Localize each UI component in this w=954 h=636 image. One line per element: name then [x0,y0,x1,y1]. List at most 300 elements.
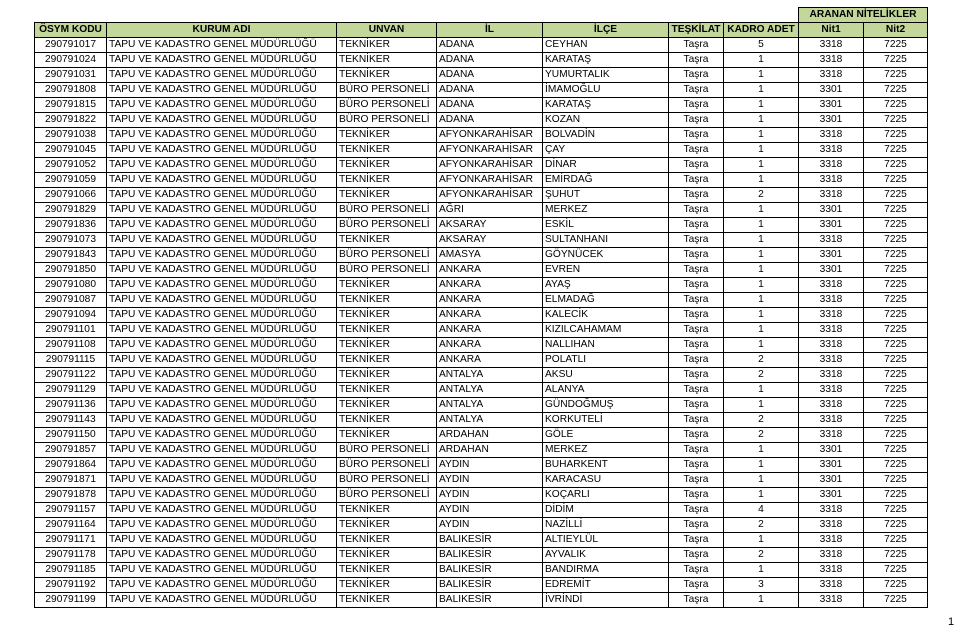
cell-unvan: BÜRO PERSONELİ [337,443,437,458]
cell-kurum-adi: TAPU VE KADASTRO GENEL MÜDÜRLÜĞÜ [107,83,337,98]
cell-ilce: KOZAN [543,113,669,128]
cell-kurum-adi: TAPU VE KADASTRO GENEL MÜDÜRLÜĞÜ [107,248,337,263]
cell-kadro-adet: 1 [724,308,799,323]
cell-nit1: 3318 [799,278,864,293]
cell-il: AYDIN [437,473,543,488]
cell-il: ADANA [437,113,543,128]
cell-unvan: TEKNİKER [337,173,437,188]
cell-nit2: 7225 [864,143,928,158]
cell-ilce: CEYHAN [543,38,669,53]
cell-il: AFYONKARAHİSAR [437,173,543,188]
cell-nit1: 3318 [799,368,864,383]
cell-nit1: 3318 [799,68,864,83]
cell-kadro-adet: 1 [724,278,799,293]
cell-ilce: POLATLI [543,353,669,368]
cell-osym-kodu: 290791815 [35,98,107,113]
cell-osym-kodu: 290791843 [35,248,107,263]
cell-nit1: 3301 [799,98,864,113]
cell-kurum-adi: TAPU VE KADASTRO GENEL MÜDÜRLÜĞÜ [107,383,337,398]
column-header-osym-kodu: ÖSYM KODU [35,23,107,38]
cell-il: ADANA [437,98,543,113]
cell-kurum-adi: TAPU VE KADASTRO GENEL MÜDÜRLÜĞÜ [107,413,337,428]
table-row [35,248,928,263]
cell-teskilat: Taşra [669,68,724,83]
cell-kurum-adi: TAPU VE KADASTRO GENEL MÜDÜRLÜĞÜ [107,188,337,203]
group-header-aranan-nitelikler: ARANAN NİTELİKLER [799,8,928,23]
cell-unvan: BÜRO PERSONELİ [337,458,437,473]
cell-osym-kodu: 290791073 [35,233,107,248]
cell-il: ANTALYA [437,368,543,383]
cell-kurum-adi: TAPU VE KADASTRO GENEL MÜDÜRLÜĞÜ [107,308,337,323]
cell-kadro-adet: 1 [724,173,799,188]
cell-osym-kodu: 290791087 [35,293,107,308]
cell-teskilat: Taşra [669,353,724,368]
cell-kadro-adet: 1 [724,83,799,98]
cell-il: AYDIN [437,503,543,518]
cell-kurum-adi: TAPU VE KADASTRO GENEL MÜDÜRLÜĞÜ [107,548,337,563]
cell-unvan: TEKNİKER [337,278,437,293]
cell-nit2: 7225 [864,548,928,563]
cell-il: AKSARAY [437,218,543,233]
cell-kadro-adet: 1 [724,398,799,413]
cell-nit2: 7225 [864,173,928,188]
cell-kurum-adi: TAPU VE KADASTRO GENEL MÜDÜRLÜĞÜ [107,443,337,458]
cell-il: ANKARA [437,293,543,308]
cell-unvan: TEKNİKER [337,53,437,68]
cell-nit1: 3301 [799,458,864,473]
cell-nit1: 3301 [799,203,864,218]
cell-osym-kodu: 290791080 [35,278,107,293]
cell-nit1: 3318 [799,158,864,173]
cell-teskilat: Taşra [669,398,724,413]
cell-kadro-adet: 2 [724,428,799,443]
cell-kadro-adet: 1 [724,338,799,353]
cell-ilce: MERKEZ [543,443,669,458]
cell-ilce: ALANYA [543,383,669,398]
cell-unvan: BÜRO PERSONELİ [337,473,437,488]
cell-kurum-adi: TAPU VE KADASTRO GENEL MÜDÜRLÜĞÜ [107,158,337,173]
cell-teskilat: Taşra [669,308,724,323]
table-row [35,98,928,113]
cell-nit1: 3318 [799,563,864,578]
cell-il: BALIKESİR [437,593,543,608]
cell-nit2: 7225 [864,383,928,398]
cell-nit2: 7225 [864,458,928,473]
cell-osym-kodu: 290791864 [35,458,107,473]
table-row [35,458,928,473]
cell-kurum-adi: TAPU VE KADASTRO GENEL MÜDÜRLÜĞÜ [107,98,337,113]
cell-nit1: 3318 [799,593,864,608]
cell-unvan: TEKNİKER [337,38,437,53]
cell-ilce: ŞUHUT [543,188,669,203]
table-row [35,38,928,53]
cell-kadro-adet: 1 [724,233,799,248]
cell-unvan: TEKNİKER [337,563,437,578]
cell-osym-kodu: 290791150 [35,428,107,443]
cell-il: ANKARA [437,308,543,323]
cell-il: AFYONKARAHİSAR [437,143,543,158]
cell-il: AYDIN [437,488,543,503]
column-header-teskilat: TEŞKİLAT [669,23,724,38]
cell-nit2: 7225 [864,353,928,368]
cell-ilce: BOLVADİN [543,128,669,143]
cell-unvan: BÜRO PERSONELİ [337,98,437,113]
cell-teskilat: Taşra [669,83,724,98]
table-row [35,548,928,563]
cell-osym-kodu: 290791822 [35,113,107,128]
cell-ilce: AYVALIK [543,548,669,563]
cell-nit1: 3318 [799,143,864,158]
cell-nit2: 7225 [864,338,928,353]
cell-unvan: TEKNİKER [337,398,437,413]
cell-kurum-adi: TAPU VE KADASTRO GENEL MÜDÜRLÜĞÜ [107,293,337,308]
cell-kadro-adet: 2 [724,368,799,383]
cell-osym-kodu: 290791871 [35,473,107,488]
cell-teskilat: Taşra [669,143,724,158]
cell-teskilat: Taşra [669,443,724,458]
cell-nit1: 3301 [799,473,864,488]
cell-ilce: SULTANHANI [543,233,669,248]
cell-kurum-adi: TAPU VE KADASTRO GENEL MÜDÜRLÜĞÜ [107,368,337,383]
cell-nit1: 3301 [799,83,864,98]
table-row [35,83,928,98]
cell-nit2: 7225 [864,398,928,413]
column-header-row [35,23,928,38]
cell-osym-kodu: 290791031 [35,68,107,83]
column-header-nit2: Nit2 [864,23,928,38]
cell-osym-kodu: 290791857 [35,443,107,458]
spreadsheet-page [34,7,928,608]
cell-ilce: ÇAY [543,143,669,158]
table-row [35,68,928,83]
cell-kadro-adet: 1 [724,263,799,278]
cell-kurum-adi: TAPU VE KADASTRO GENEL MÜDÜRLÜĞÜ [107,488,337,503]
cell-kurum-adi: TAPU VE KADASTRO GENEL MÜDÜRLÜĞÜ [107,473,337,488]
cell-nit1: 3318 [799,398,864,413]
table-row [35,233,928,248]
cell-nit2: 7225 [864,533,928,548]
table-row [35,338,928,353]
cell-nit1: 3301 [799,488,864,503]
cell-teskilat: Taşra [669,158,724,173]
cell-nit2: 7225 [864,233,928,248]
page-number: 1 [948,616,954,628]
cell-kurum-adi: TAPU VE KADASTRO GENEL MÜDÜRLÜĞÜ [107,278,337,293]
cell-unvan: TEKNİKER [337,188,437,203]
cell-nit1: 3318 [799,323,864,338]
cell-il: BALIKESİR [437,578,543,593]
table-row [35,173,928,188]
cell-ilce: DİDİM [543,503,669,518]
cell-kadro-adet: 1 [724,323,799,338]
cell-kadro-adet: 1 [724,113,799,128]
table-row [35,428,928,443]
cell-il: ADANA [437,38,543,53]
cell-unvan: TEKNİKER [337,308,437,323]
cell-unvan: TEKNİKER [337,233,437,248]
cell-unvan: TEKNİKER [337,68,437,83]
cell-kadro-adet: 1 [724,563,799,578]
cell-kadro-adet: 3 [724,578,799,593]
cell-ilce: ESKİL [543,218,669,233]
cell-teskilat: Taşra [669,233,724,248]
cell-unvan: TEKNİKER [337,128,437,143]
cell-nit1: 3318 [799,53,864,68]
table-row [35,443,928,458]
cell-kurum-adi: TAPU VE KADASTRO GENEL MÜDÜRLÜĞÜ [107,563,337,578]
cell-osym-kodu: 290791850 [35,263,107,278]
cell-kadro-adet: 1 [724,218,799,233]
cell-kadro-adet: 1 [724,128,799,143]
cell-teskilat: Taşra [669,548,724,563]
cell-osym-kodu: 290791108 [35,338,107,353]
cell-unvan: BÜRO PERSONELİ [337,248,437,263]
cell-nit1: 3318 [799,548,864,563]
cell-kadro-adet: 1 [724,143,799,158]
cell-il: AĞRI [437,203,543,218]
cell-kadro-adet: 2 [724,413,799,428]
cell-il: ADANA [437,53,543,68]
cell-kurum-adi: TAPU VE KADASTRO GENEL MÜDÜRLÜĞÜ [107,353,337,368]
cell-kadro-adet: 1 [724,68,799,83]
cell-il: AYDIN [437,458,543,473]
table-row [35,413,928,428]
cell-teskilat: Taşra [669,368,724,383]
table-row [35,308,928,323]
cell-kadro-adet: 4 [724,503,799,518]
cell-nit1: 3318 [799,128,864,143]
blank-header-space [35,8,799,23]
cell-kurum-adi: TAPU VE KADASTRO GENEL MÜDÜRLÜĞÜ [107,593,337,608]
table-row [35,533,928,548]
cell-unvan: BÜRO PERSONELİ [337,218,437,233]
cell-nit1: 3318 [799,188,864,203]
cell-osym-kodu: 290791115 [35,353,107,368]
cell-unvan: TEKNİKER [337,293,437,308]
cell-kurum-adi: TAPU VE KADASTRO GENEL MÜDÜRLÜĞÜ [107,233,337,248]
cell-teskilat: Taşra [669,53,724,68]
column-header-kadro-adet: KADRO ADET [724,23,799,38]
cell-ilce: İMAMOĞLU [543,83,669,98]
cell-unvan: TEKNİKER [337,323,437,338]
cell-ilce: KARATAŞ [543,98,669,113]
cell-unvan: BÜRO PERSONELİ [337,113,437,128]
cell-nit2: 7225 [864,503,928,518]
table-row [35,263,928,278]
cell-il: AFYONKARAHİSAR [437,158,543,173]
cell-osym-kodu: 290791171 [35,533,107,548]
table-row [35,293,928,308]
cell-teskilat: Taşra [669,173,724,188]
cell-nit1: 3318 [799,38,864,53]
cell-kurum-adi: TAPU VE KADASTRO GENEL MÜDÜRLÜĞÜ [107,323,337,338]
cell-il: ANTALYA [437,413,543,428]
cell-il: BALIKESİR [437,548,543,563]
cell-nit2: 7225 [864,323,928,338]
cell-teskilat: Taşra [669,428,724,443]
cell-nit1: 3318 [799,173,864,188]
cell-teskilat: Taşra [669,128,724,143]
cell-ilce: KOÇARLI [543,488,669,503]
cell-teskilat: Taşra [669,248,724,263]
cell-kadro-adet: 1 [724,383,799,398]
cell-nit2: 7225 [864,563,928,578]
table-row [35,158,928,173]
cell-osym-kodu: 290791157 [35,503,107,518]
table-row [35,368,928,383]
cell-teskilat: Taşra [669,188,724,203]
table-row [35,563,928,578]
table-row [35,203,928,218]
cell-il: ADANA [437,68,543,83]
table-row [35,398,928,413]
cell-teskilat: Taşra [669,38,724,53]
cell-teskilat: Taşra [669,278,724,293]
cell-kurum-adi: TAPU VE KADASTRO GENEL MÜDÜRLÜĞÜ [107,578,337,593]
cell-nit2: 7225 [864,128,928,143]
cell-teskilat: Taşra [669,263,724,278]
cell-kadro-adet: 1 [724,248,799,263]
cell-nit2: 7225 [864,473,928,488]
cell-unvan: TEKNİKER [337,143,437,158]
table-row [35,518,928,533]
cell-unvan: TEKNİKER [337,533,437,548]
cell-nit2: 7225 [864,413,928,428]
cell-osym-kodu: 290791836 [35,218,107,233]
cell-kurum-adi: TAPU VE KADASTRO GENEL MÜDÜRLÜĞÜ [107,503,337,518]
cell-unvan: BÜRO PERSONELİ [337,83,437,98]
table-row [35,278,928,293]
cell-nit2: 7225 [864,293,928,308]
cell-unvan: BÜRO PERSONELİ [337,488,437,503]
cell-kurum-adi: TAPU VE KADASTRO GENEL MÜDÜRLÜĞÜ [107,68,337,83]
cell-nit2: 7225 [864,248,928,263]
cell-nit2: 7225 [864,83,928,98]
cell-kadro-adet: 2 [724,353,799,368]
cell-osym-kodu: 290791066 [35,188,107,203]
table-row [35,578,928,593]
cell-osym-kodu: 290791059 [35,173,107,188]
column-header-il: İL [437,23,543,38]
cell-ilce: KALECİK [543,308,669,323]
cell-il: ANKARA [437,278,543,293]
cell-teskilat: Taşra [669,203,724,218]
cell-unvan: TEKNİKER [337,503,437,518]
cell-ilce: ELMADAĞ [543,293,669,308]
cell-nit2: 7225 [864,203,928,218]
cell-teskilat: Taşra [669,323,724,338]
cell-ilce: GÖYNÜCEK [543,248,669,263]
cell-kadro-adet: 1 [724,458,799,473]
cell-il: ANKARA [437,323,543,338]
cell-teskilat: Taşra [669,458,724,473]
group-header-row [35,8,928,23]
cell-ilce: ALTIEYLÜL [543,533,669,548]
cell-il: ANKARA [437,263,543,278]
cell-ilce: KIZILCAHAMAM [543,323,669,338]
cell-kurum-adi: TAPU VE KADASTRO GENEL MÜDÜRLÜĞÜ [107,173,337,188]
cell-nit1: 3318 [799,413,864,428]
cell-teskilat: Taşra [669,518,724,533]
cell-osym-kodu: 290791185 [35,563,107,578]
cell-osym-kodu: 290791052 [35,158,107,173]
cell-il: ARDAHAN [437,443,543,458]
table-row [35,353,928,368]
cell-kadro-adet: 1 [724,98,799,113]
cell-ilce: EMİRDAĞ [543,173,669,188]
cell-nit1: 3318 [799,383,864,398]
cell-osym-kodu: 290791038 [35,128,107,143]
table-row [35,383,928,398]
cell-teskilat: Taşra [669,383,724,398]
table-body [35,38,928,608]
cell-il: ARDAHAN [437,428,543,443]
cell-teskilat: Taşra [669,218,724,233]
cell-nit2: 7225 [864,98,928,113]
cell-kurum-adi: TAPU VE KADASTRO GENEL MÜDÜRLÜĞÜ [107,218,337,233]
cell-unvan: TEKNİKER [337,338,437,353]
cell-il: ANKARA [437,338,543,353]
cell-kadro-adet: 1 [724,443,799,458]
table-row [35,53,928,68]
cell-kurum-adi: TAPU VE KADASTRO GENEL MÜDÜRLÜĞÜ [107,203,337,218]
cell-nit1: 3318 [799,428,864,443]
cell-kurum-adi: TAPU VE KADASTRO GENEL MÜDÜRLÜĞÜ [107,143,337,158]
cell-unvan: TEKNİKER [337,413,437,428]
cell-kadro-adet: 1 [724,488,799,503]
table-row [35,218,928,233]
cell-ilce: KORKUTELİ [543,413,669,428]
cell-osym-kodu: 290791178 [35,548,107,563]
cell-osym-kodu: 290791143 [35,413,107,428]
cell-unvan: BÜRO PERSONELİ [337,263,437,278]
cell-osym-kodu: 290791094 [35,308,107,323]
cell-kadro-adet: 5 [724,38,799,53]
cell-kurum-adi: TAPU VE KADASTRO GENEL MÜDÜRLÜĞÜ [107,113,337,128]
table-row [35,473,928,488]
cell-osym-kodu: 290791878 [35,488,107,503]
cell-il: BALIKESİR [437,533,543,548]
cell-teskilat: Taşra [669,533,724,548]
cell-il: ADANA [437,83,543,98]
table-row [35,488,928,503]
cell-unvan: TEKNİKER [337,578,437,593]
cell-nit1: 3301 [799,263,864,278]
cell-kurum-adi: TAPU VE KADASTRO GENEL MÜDÜRLÜĞÜ [107,263,337,278]
cell-teskilat: Taşra [669,338,724,353]
cell-unvan: TEKNİKER [337,158,437,173]
cell-il: AFYONKARAHİSAR [437,188,543,203]
cell-nit2: 7225 [864,218,928,233]
column-header-kurum-adi: KURUM ADI [107,23,337,38]
cell-nit2: 7225 [864,578,928,593]
column-header-nit1: Nit1 [799,23,864,38]
cell-kurum-adi: TAPU VE KADASTRO GENEL MÜDÜRLÜĞÜ [107,38,337,53]
cell-teskilat: Taşra [669,113,724,128]
cell-il: ANTALYA [437,383,543,398]
cell-ilce: İVRİNDİ [543,593,669,608]
cell-kurum-adi: TAPU VE KADASTRO GENEL MÜDÜRLÜĞÜ [107,518,337,533]
cell-ilce: BANDIRMA [543,563,669,578]
cell-nit1: 3301 [799,113,864,128]
cell-nit2: 7225 [864,53,928,68]
cell-il: ANKARA [437,353,543,368]
cell-unvan: TEKNİKER [337,353,437,368]
table-row [35,188,928,203]
cell-il: AMASYA [437,248,543,263]
cell-kadro-adet: 1 [724,473,799,488]
column-header-unvan: UNVAN [337,23,437,38]
